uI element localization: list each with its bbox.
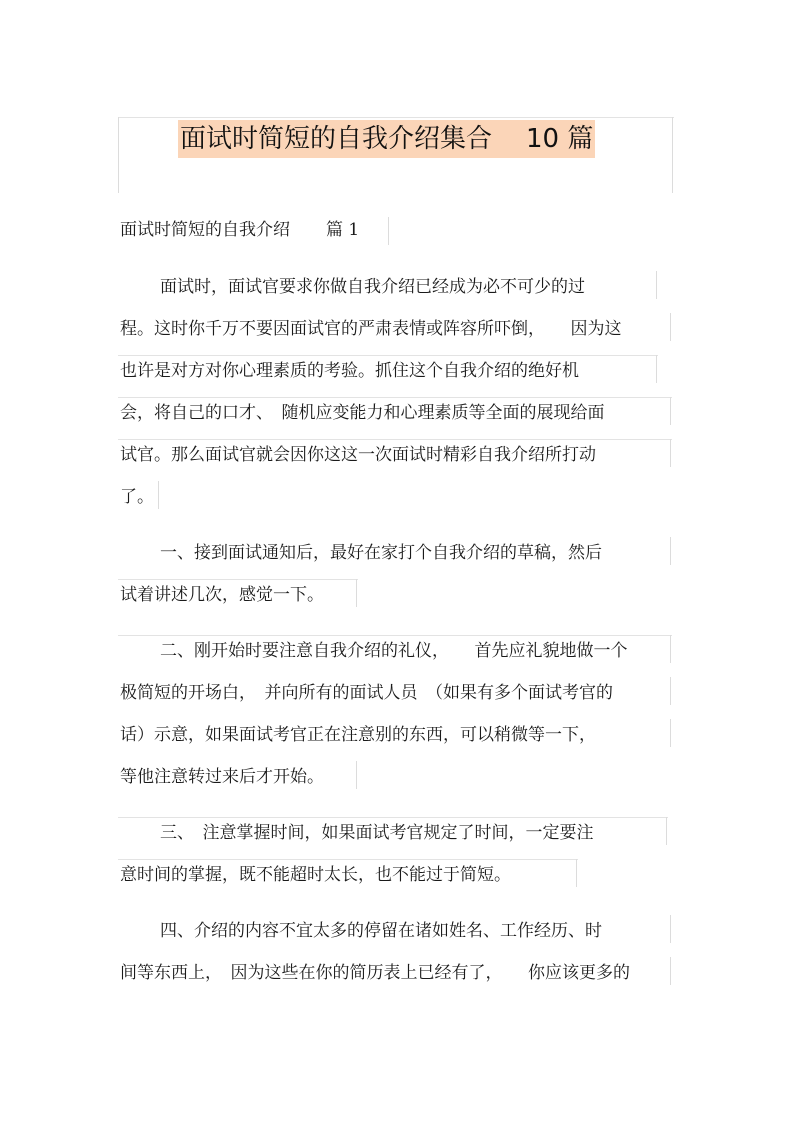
paragraph-line: 意时间的掌握，既不能超时太长，也不能过于简短。 <box>120 865 511 885</box>
paragraph-line: 试着讲述几次，感觉一下。 <box>120 585 324 605</box>
paragraph-line: 三、 注意掌握时间，如果面试考官规定了时间，一定要注 <box>160 823 594 843</box>
frame-line <box>670 313 671 341</box>
frame-line <box>670 537 671 565</box>
frame-line <box>118 397 672 398</box>
paragraph-line: 话）示意，如果面试考官正在注意别的东西，可以稍微等一下， <box>120 725 596 745</box>
frame-line <box>118 635 672 636</box>
paragraph-line: 间等东西上， 因为这些在你的简历表上已经有了， 你应该更多的 <box>120 963 630 983</box>
frame-line <box>118 859 578 860</box>
frame-line <box>118 817 668 818</box>
paragraph-line: 也许是对方对你心理素质的考验。抓住这个自我介绍的绝好机 <box>120 361 579 381</box>
frame-line <box>576 859 577 887</box>
frame-line <box>118 579 358 580</box>
section-heading-text: 面试时简短的自我介绍 <box>120 220 290 240</box>
frame-line <box>388 217 389 245</box>
frame-line <box>670 677 671 705</box>
paragraph-line: 程。这时你千万不要因面试官的严肃表情或阵容所吓倒， 因为这 <box>120 319 622 339</box>
paragraph-line: 二、刚开始时要注意自我介绍的礼仪， 首先应礼貌地做一个 <box>160 641 628 661</box>
title-text: 面试时简短的自我介绍集合 <box>180 124 493 154</box>
paragraph-line: 等他注意转过来后才开始。 <box>120 767 324 787</box>
frame-line <box>158 481 159 509</box>
frame-line <box>670 957 671 985</box>
frame-line <box>118 117 119 193</box>
frame-line <box>356 579 357 607</box>
paragraph-line: 会，将自己的口才、 随机应变能力和心理素质等全面的展现给面 <box>120 403 605 423</box>
paragraph-line: 一、接到面试通知后，最好在家打个自我介绍的草稿，然后 <box>160 543 602 563</box>
section-heading <box>120 218 359 242</box>
section-number: 篇 1 <box>326 220 360 240</box>
frame-line <box>670 635 671 663</box>
frame-line <box>356 761 357 789</box>
paragraph-line: 极简短的开场白， 并向所有的面试人员 （如果有多个面试考官的 <box>120 683 613 703</box>
frame-line <box>666 817 667 845</box>
frame-line <box>670 397 671 425</box>
frame-line <box>118 117 674 118</box>
paragraph-line: 试官。那么面试官就会因你这这一次面试时精彩自我介绍所打动 <box>120 445 596 465</box>
title-count: 10 篇 <box>526 124 594 154</box>
frame-line <box>118 355 658 356</box>
frame-line <box>670 439 671 467</box>
frame-line <box>670 915 671 943</box>
paragraph-line: 四、介绍的内容不宜太多的停留在诸如姓名、工作经历、时 <box>160 921 602 941</box>
frame-line <box>672 117 673 193</box>
frame-line <box>656 271 657 299</box>
paragraph-line: 了。 <box>120 487 154 507</box>
paragraph-line: 面试时，面试官要求你做自我介绍已经成为必不可少的过 <box>160 277 585 297</box>
frame-line <box>118 439 672 440</box>
frame-line <box>656 355 657 383</box>
frame-line <box>670 719 671 747</box>
document-title <box>178 120 595 158</box>
